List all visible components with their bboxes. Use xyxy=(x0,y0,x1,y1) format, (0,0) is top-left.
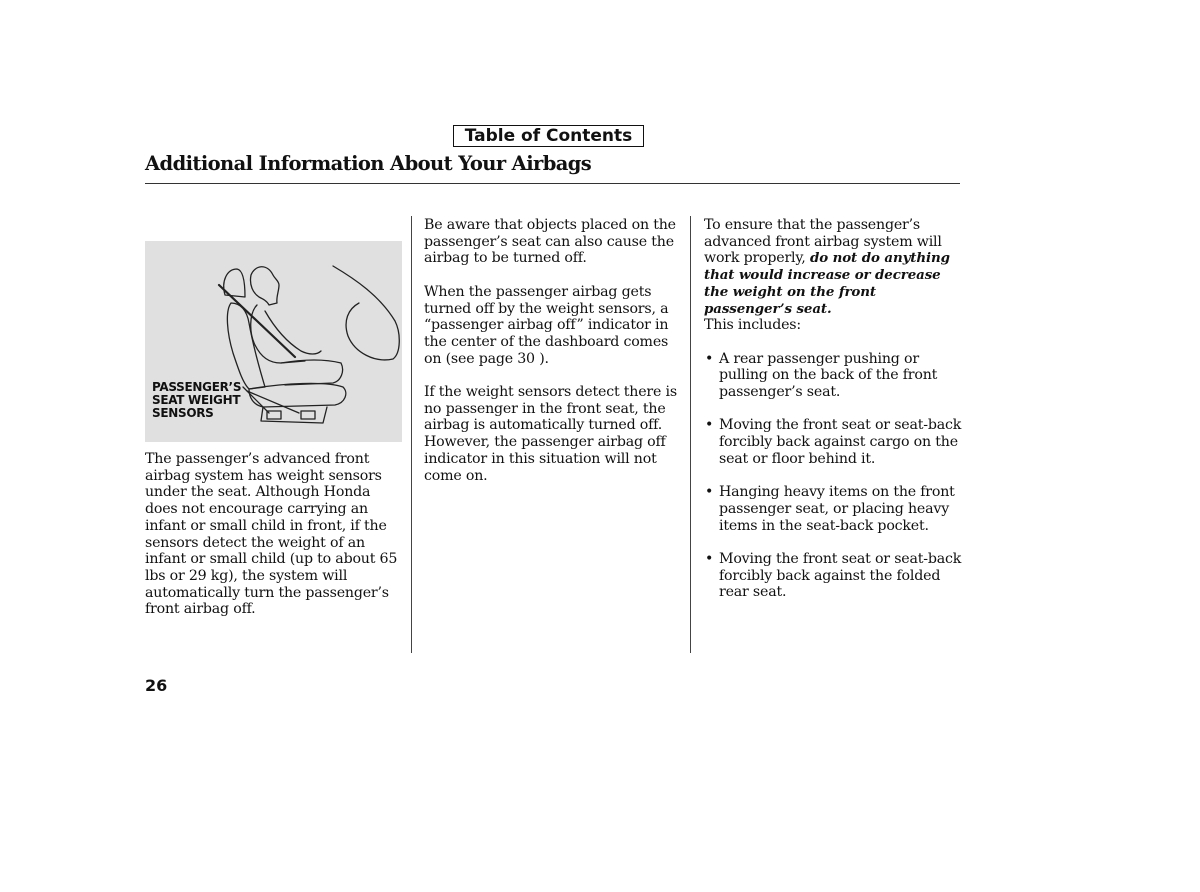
paragraph: The passenger’s advanced front airbag system has weight sensors under the seat. Although Honda does not encourage carrying an infant or small child in front, if the sensors detect the weight of an infant or small child (up to about 65 lbs or 29 kg), the system will automatically turn the passenger’s front airbag off. xyxy=(145,451,398,618)
column-3 xyxy=(704,217,964,618)
emphasis-text: do not do anything that would increase or decrease the weight on the front passenger’s seat. xyxy=(704,250,950,317)
section-title: Additional Information About Your Airbags xyxy=(145,152,592,175)
paragraph: Be aware that objects placed on the passenger’s seat can also cause the airbag to be turned off. xyxy=(424,217,676,267)
page-number: 26 xyxy=(145,676,168,695)
column-1 xyxy=(145,451,400,635)
column-divider-2 xyxy=(690,216,691,653)
intro-text: To ensure that the passenger’s advanced front airbag system will work properly, xyxy=(704,217,942,267)
column-2 xyxy=(424,217,679,501)
paragraph: If the weight sensors detect there is no passenger in the front seat, the airbag is automatically turned off. However, the passenger airbag off indicator in this situation will not come on. xyxy=(424,384,677,484)
seat-weight-sensor-illustration xyxy=(145,241,402,442)
title-divider xyxy=(145,183,960,184)
paragraph xyxy=(704,217,964,334)
paragraph: When the passenger airbag gets turned off by the weight sensors, a “passenger airbag off” indicator in the center of the dashboard comes on (see page 30 ). xyxy=(424,283,669,367)
list-item: • Moving the front seat or seat-back forcibly back against cargo on the seat or floor behind it. xyxy=(704,417,964,467)
column-divider-1 xyxy=(411,216,412,653)
list-item: • Hanging heavy items on the front passenger seat, or placing heavy items in the seat-back pocket. xyxy=(704,484,964,534)
bullet-list xyxy=(704,351,964,602)
list-item: • Moving the front seat or seat-back forcibly back against the folded rear seat. xyxy=(704,551,964,601)
figure-callout-label: PASSENGER’S SEAT WEIGHT SENSORS xyxy=(152,380,242,420)
list-item: • A rear passenger pushing or pulling on the back of the front passenger’s seat. xyxy=(704,351,964,401)
table-of-contents-button[interactable]: Table of Contents xyxy=(453,125,644,147)
includes-text: This includes: xyxy=(704,317,801,334)
